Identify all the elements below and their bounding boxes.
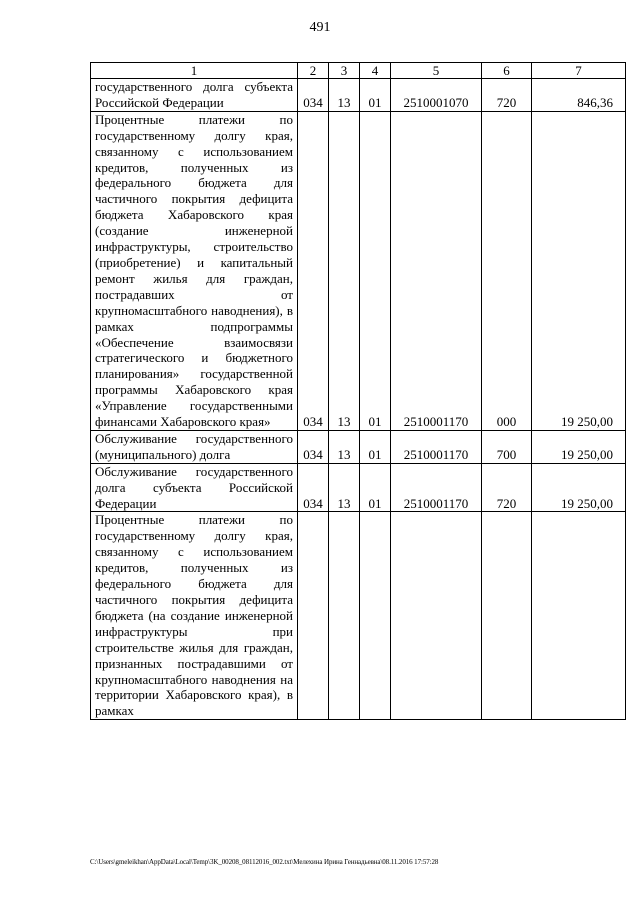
subsection-code: 01 bbox=[360, 430, 391, 463]
subsection-code: 01 bbox=[360, 111, 391, 430]
amount: 846,36 bbox=[532, 79, 626, 112]
item-name: государственного долга субъекта Российской Федерации bbox=[91, 79, 298, 112]
target-code bbox=[391, 512, 482, 720]
header-cell: 5 bbox=[391, 63, 482, 79]
target-code: 2510001170 bbox=[391, 463, 482, 512]
amount: 19 250,00 bbox=[532, 111, 626, 430]
target-code: 2510001170 bbox=[391, 111, 482, 430]
target-code: 2510001170 bbox=[391, 430, 482, 463]
table-row bbox=[91, 463, 626, 512]
expense-type-code: 700 bbox=[482, 430, 532, 463]
section-code: 13 bbox=[329, 430, 360, 463]
header-cell: 2 bbox=[298, 63, 329, 79]
table-row bbox=[91, 512, 626, 720]
expense-type-code: 720 bbox=[482, 463, 532, 512]
header-cell: 7 bbox=[532, 63, 626, 79]
subsection-code: 01 bbox=[360, 79, 391, 112]
item-name: Обслуживание государственного долга субъекта Российской Федерации bbox=[91, 463, 298, 512]
header-cell: 6 bbox=[482, 63, 532, 79]
header-cell: 4 bbox=[360, 63, 391, 79]
header-cell: 3 bbox=[329, 63, 360, 79]
section-code: 13 bbox=[329, 463, 360, 512]
page-number: 491 bbox=[309, 20, 331, 35]
subsection-code bbox=[360, 512, 391, 720]
expense-type-code bbox=[482, 512, 532, 720]
header-cell: 1 bbox=[91, 63, 298, 79]
item-name: Процентные платежи по государственному долгу края, связанному с использованием кредитов, полученных из федерального бюджета для частичного покрытия дефицита бюджета (на создание инженерной инфраструктуры при строительстве жилья для граждан, признанных пострадавшими от крупномасштабного наводнения на территории Хабаровского края), в рамках bbox=[91, 512, 298, 720]
section-code bbox=[329, 512, 360, 720]
table-row bbox=[91, 79, 626, 112]
ministry-code: 034 bbox=[298, 79, 329, 112]
table-row bbox=[91, 430, 626, 463]
footer-file-path: C:\Users\gmeleikhan\AppData\Local\Temp\3K_00208_08112016_002.txt\Мелехина Ирина Геннадьевна\08.11.2016 17:57:28 bbox=[90, 858, 439, 866]
budget-table bbox=[90, 62, 626, 720]
amount bbox=[532, 512, 626, 720]
expense-type-code: 720 bbox=[482, 79, 532, 112]
target-code: 2510001070 bbox=[391, 79, 482, 112]
section-code: 13 bbox=[329, 79, 360, 112]
expense-type-code: 000 bbox=[482, 111, 532, 430]
item-name: Процентные платежи по государственному долгу края, связанному с использованием кредитов, полученных из федерального бюджета для частичного покрытия дефицита бюджета Хабаровского края (создание инженерной инфраструктуры, строительство (приобретение) и капитальный ремонт жилья для граждан, пострадавших от крупномасштабного наводнения), в рамках подпрограммы «Обеспечение взаимосвязи стратегического и бюджетного планирования» государственной программы Хабаровского края «Управление государственными финансами Хабаровского края» bbox=[91, 111, 298, 430]
ministry-code: 034 bbox=[298, 430, 329, 463]
ministry-code bbox=[298, 512, 329, 720]
amount: 19 250,00 bbox=[532, 463, 626, 512]
table-row bbox=[91, 111, 626, 430]
header-row bbox=[91, 63, 626, 79]
subsection-code: 01 bbox=[360, 463, 391, 512]
section-code: 13 bbox=[329, 111, 360, 430]
item-name: Обслуживание государственного (муниципального) долга bbox=[91, 430, 298, 463]
amount: 19 250,00 bbox=[532, 430, 626, 463]
ministry-code: 034 bbox=[298, 111, 329, 430]
ministry-code: 034 bbox=[298, 463, 329, 512]
